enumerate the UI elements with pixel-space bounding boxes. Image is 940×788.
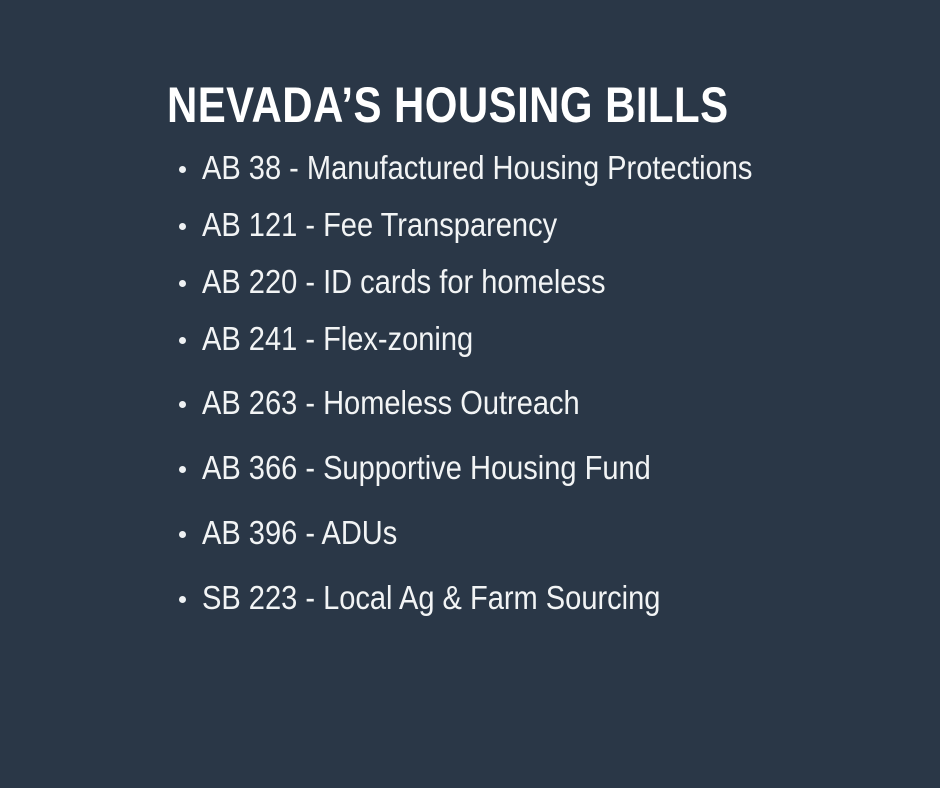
list-item — [176, 262, 828, 300]
bullet-icon — [179, 337, 186, 344]
bill-text: AB 121 - Fee Transparency — [202, 205, 558, 243]
bill-text: SB 223 - Local Ag & Farm Sourcing — [202, 578, 661, 616]
list-item — [176, 319, 828, 357]
list-item — [176, 448, 828, 486]
list-item — [176, 513, 828, 551]
bill-text: AB 366 - Supportive Housing Fund — [202, 448, 651, 486]
bullet-icon — [179, 466, 186, 473]
bill-text: AB 263 - Homeless Outreach — [202, 383, 580, 421]
bill-list — [176, 148, 828, 616]
bill-text: AB 38 - Manufactured Housing Protections — [202, 148, 753, 186]
bullet-icon — [179, 596, 186, 603]
bullet-icon — [179, 166, 186, 173]
bill-text: AB 220 - ID cards for homeless — [202, 262, 606, 300]
bullet-icon — [179, 280, 186, 287]
bullet-icon — [179, 223, 186, 230]
list-item — [176, 148, 828, 186]
list-item — [176, 205, 828, 243]
bill-text: AB 396 - ADUs — [202, 513, 398, 551]
bullet-icon — [179, 531, 186, 538]
bullet-icon — [179, 401, 186, 408]
list-item — [176, 578, 828, 616]
list-item — [176, 383, 828, 421]
page-title: NEVADA’S HOUSING BILLS — [167, 77, 729, 133]
bill-text: AB 241 - Flex-zoning — [202, 319, 474, 357]
